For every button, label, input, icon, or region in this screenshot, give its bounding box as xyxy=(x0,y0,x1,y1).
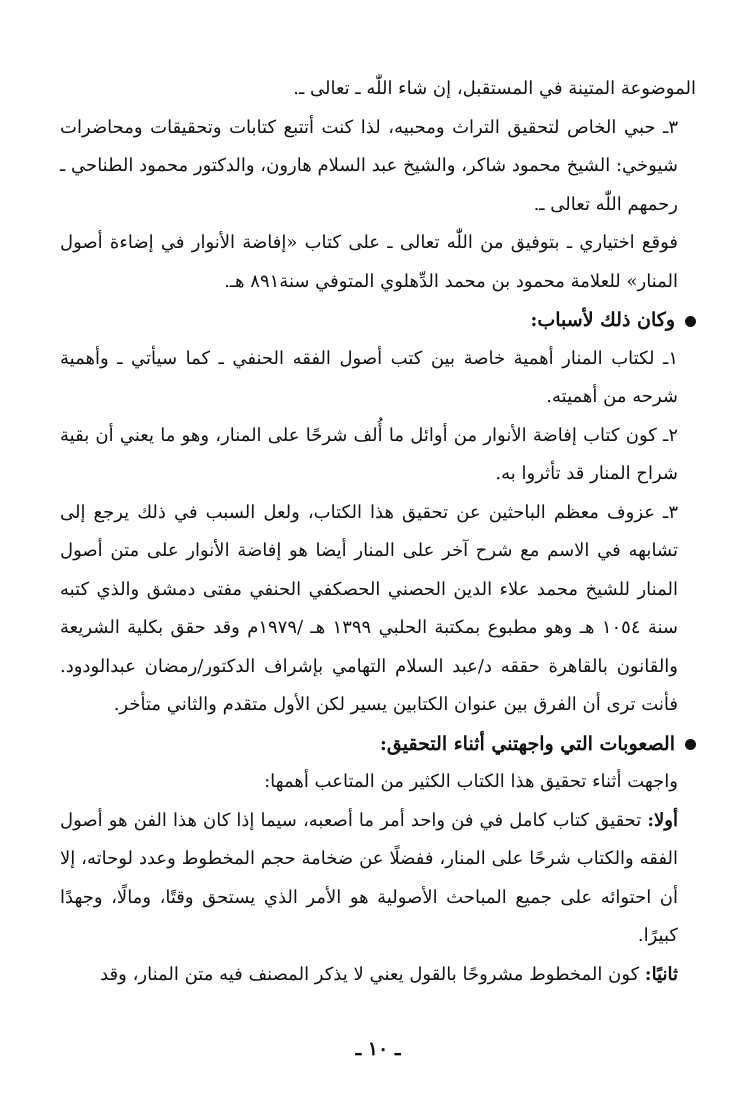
section-heading-difficulties-text: الصعوبات التي واجهتني أثناء التحقيق: xyxy=(379,732,675,755)
section-heading-difficulties xyxy=(60,725,696,764)
paragraph-reason-3: ٣ـ حبي الخاص لتحقيق التراث ومحبيه، لذا كنت أتتبع كتابات وتحقيقات ومحاضرات شيوخي: الشيخ محمود شاكر، والشيخ عبد السلام هارون، والدكتور محمود الطناحي ـ رحمهم اللّٰه تعالى ـ. xyxy=(60,116,678,215)
paragraph-cause-3: ٣ـ عزوف معظم الباحثين عن تحقيق هذا الكتاب، ولعل السبب في ذلك يرجع إلى تشابهه في الاسم مع شرح آخر على المنار أيضا هو إفاضة الأنوار على متن أصول المنار للشيخ محمد علاء الدين الحصني الحصكفي الحنفي مفتى دمشق والذي كتبه سنة ١٠٥٤ هـ وهو مطبوع بمكتبة الحلبي ١٣٩٩ هـ /١٩٧٩م وقد حقق بكلية الشريعة والقانون بالقاهرة حققه د/عبد السلام التهامي بإشراف الدكتور/رمضان عبدالودود. فأنت ترى أن الفرق بين عنوان الكتابين يسير لكن الأول متقدم والثاني متأخر. xyxy=(60,501,678,715)
section-heading-reasons xyxy=(60,301,696,340)
difficulty-first-label: أولا: xyxy=(647,809,678,831)
paragraph-continuation: الموضوعة المتينة في المستقبل، إن شاء اللّٰه ـ تعالى ـ. xyxy=(293,78,696,99)
page-body xyxy=(60,70,696,994)
paragraph-selection: فوقع اختياري ـ بتوفيق من اللّٰه تعالى ـ على كتاب «إفاضة الأنوار في إضاءة أصول المنار» للعلامة محمود بن محمد الدِّهلوي المتوفي سنة٨٩١ هـ. xyxy=(60,232,678,292)
difficulty-first-text: تحقيق كتاب كامل في فن واحد أمر ما أصعبه، سيما إذا كان هذا الفن هو أصول الفقه والكتاب شرحًا على المنار، ففضلًا عن ضخامة حجم المخطوط وعدد لوحاته، إلا أن احتوائه على جميع المباحث الأصولية هو الأمر الذي يستحق وقتًا، ومالًا، وجهدًا كبيرًا. xyxy=(60,809,678,946)
bullet-icon xyxy=(685,316,696,327)
paragraph-difficulties-intro: واجهت أثناء تحقيق هذا الكتاب الكثير من المتاعب أهمها: xyxy=(264,771,678,792)
difficulty-second-text: كون المخطوط مشروحًا بالقول يعني لا يذكر المصنف فيه متن المنار، وقد xyxy=(100,963,645,985)
paragraph-difficulty-second xyxy=(60,956,696,995)
page-number: ـ ١٠ ـ xyxy=(355,1038,401,1060)
difficulty-second-label: ثانيًا: xyxy=(644,963,678,985)
paragraph-difficulty-first xyxy=(60,802,696,956)
paragraph-cause-1: ١ـ لكتاب المنار أهمية خاصة بين كتب أصول الفقه الحنفي ـ كما سيأتي ـ وأهمية شرحه من أهميته. xyxy=(60,347,678,407)
paragraph-cause-2: ٢ـ كون كتاب إفاضة الأنوار من أوائل ما أُلف شرحًا على المنار، وهو ما يعني أن بقية شراح المنار قد تأثروا به. xyxy=(60,424,678,484)
section-heading-reasons-text: وكان ذلك لأسباب: xyxy=(530,309,675,331)
bullet-icon xyxy=(685,739,696,750)
